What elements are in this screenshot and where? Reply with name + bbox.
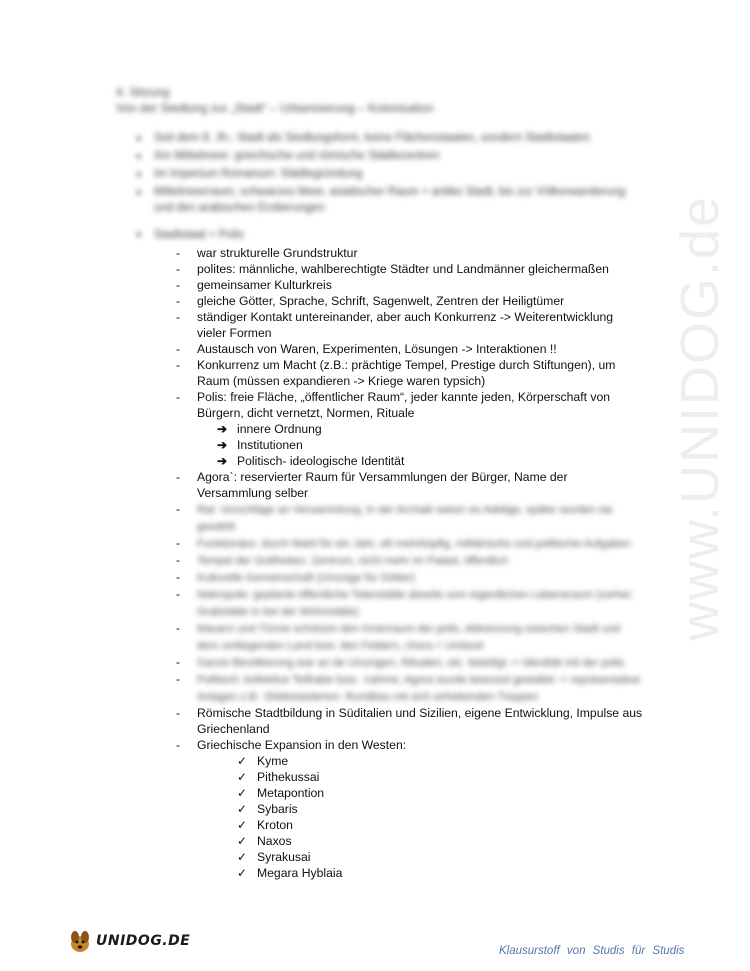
list-item <box>173 654 643 671</box>
checkmark-icon: ✓ <box>237 866 248 880</box>
topic-title: Von der Siedlung zur „Stadt“ – Urbanisierung – Kolonisation <box>116 101 434 115</box>
document-heading <box>116 84 434 116</box>
list-item <box>237 785 643 801</box>
blurred-text: Mauern und Türme schützen den Innenraum der polis, Abtrennung zwischen Stadt und dem umliegenden Land bzw. den Feldern, chora = Umland <box>197 623 620 652</box>
list-item <box>237 801 643 817</box>
agora-text: Agora`: reservierter Raum für Versammlungen der Bürger, Name der Versammlung selber <box>197 470 568 500</box>
list-item <box>173 552 643 569</box>
checkmark-icon: ✓ <box>237 770 248 784</box>
colony-name: Kyme <box>257 754 289 768</box>
list-item <box>173 737 643 881</box>
list-item <box>237 865 643 881</box>
blurred-text: Funktionäre: durch Wahl für ein Jahr, oft mehrköpfig, militärische und politische Aufgaben <box>197 538 631 550</box>
list-item <box>217 437 643 453</box>
intro-bullets <box>136 130 636 218</box>
list-item <box>173 469 643 501</box>
blurred-text: Kulturelle Gemeinschaft (Umzüge für Götter) <box>197 572 415 584</box>
list-item <box>237 849 643 865</box>
checkmark-icon: ✓ <box>237 786 248 800</box>
blurred-text: Nekropole: geplante öffentliche Totenstätte abseits vom eigentlichen Lebensraum (vorher: Grabstätte in bei der Wohnstätte) <box>197 589 634 618</box>
colony-name: Pithekussai <box>257 770 320 784</box>
logo-text: UNIDOG.DE <box>96 933 191 949</box>
polis-sublist <box>197 421 643 469</box>
colony-name: Syrakusai <box>257 850 311 864</box>
watermark: www.UNIDOG.de <box>670 194 730 641</box>
blurred-text: Ganze Bevölkerung war an de Umzügen, Ritualen, etc. beteiligt -> Identität mit der polis <box>197 657 625 669</box>
polis-details-list <box>173 245 643 881</box>
list-item: ● Am Mittelmeer: griechische und römische Städtezentren <box>136 148 636 164</box>
checkmark-icon: ✓ <box>237 834 248 848</box>
list-item: - Austausch von Waren, Experimenten, Lösungen -> Interaktionen !! <box>173 341 643 357</box>
footer-tagline: Klausurstoff von Studis für Studis <box>499 945 685 957</box>
list-item: - war strukturelle Grundstruktur <box>173 245 643 261</box>
blurred-text: Politisch: kollektive Teilhabe bzw. -nahme, Agora wurde bewusst gestaltet -> repräsentative Anlagen z.B.: Ekklesiasterion: Rundbau mit sich anhebenden Treppen <box>197 674 641 703</box>
list-item <box>237 769 643 785</box>
dog-icon <box>68 928 92 954</box>
list-item: - ständiger Kontakt untereinander, aber auch Konkurrenz -> Weiterentwicklung vieler Formen <box>173 309 643 341</box>
polis-definition: Polis: freie Fläche, „öffentlicher Raum“, jeder kannte jeden, Körperschaft von Bürgern, dicht vernetzt, Normen, Rituale <box>197 390 611 420</box>
list-item: - polites: männliche, wahlberechtigte Städter und Landmänner gleichermaßen <box>173 261 643 277</box>
unidog-logo[interactable] <box>68 928 190 954</box>
list-item: - Römische Stadtbildung in Süditalien und Sizilien, eigene Entwicklung, Impulse aus Griechenland <box>173 705 643 737</box>
list-item: ● Seit dem 8. Jh.: Stadt als Siedlungsform, keine Flächenstaaten, sondern Stadtstaaten <box>136 130 636 146</box>
list-item <box>217 421 643 437</box>
arrow-right-icon: ➔ <box>217 454 228 468</box>
checkmark-icon: ✓ <box>237 850 248 864</box>
list-item <box>173 535 643 552</box>
list-item <box>237 753 643 769</box>
checkmark-icon: ✓ <box>237 818 248 832</box>
list-item <box>173 389 643 469</box>
sub-item-label: Politisch- ideologische Identität <box>237 454 405 468</box>
session-title: 4. Sitzung <box>116 85 170 99</box>
blurred-text: Tempel der Gottheiten: Zentrum, nicht mehr im Palast, öffentlich <box>197 555 508 567</box>
list-item: - gleiche Götter, Sprache, Schrift, Sagenwelt, Zentren der Heiligtümer <box>173 293 643 309</box>
sub-item-label: innere Ordnung <box>237 422 322 436</box>
list-item: ● Im Imperium Romanum: Städtegründung <box>136 166 636 182</box>
polis-bullet: ● Stadtstaat = Polis <box>136 229 244 241</box>
colony-name: Megara Hyblaia <box>257 866 343 880</box>
checkmark-icon: ✓ <box>237 802 248 816</box>
list-item <box>173 501 643 535</box>
list-item: - Konkurrenz um Macht (z.B.: prächtige Tempel, Prestige durch Stiftungen), um Raum (müssen expandieren -> Kriege waren typsich) <box>173 357 643 389</box>
colony-name: Kroton <box>257 818 293 832</box>
list-item: - gemeinsamer Kulturkreis <box>173 277 643 293</box>
checkmark-icon: ✓ <box>237 754 248 768</box>
blurred-text: Rat: Vorschläge an Versammlung, in der Archaik waren es Adelige, später wurden sie gewählt <box>197 504 613 533</box>
sub-item-label: Institutionen <box>237 438 303 452</box>
arrow-right-icon: ➔ <box>217 438 228 452</box>
list-item <box>237 833 643 849</box>
arrow-right-icon: ➔ <box>217 422 228 436</box>
colony-name: Naxos <box>257 834 292 848</box>
list-item: ● Mittelmeerraum, schwarzes Meer, asiatischer Raum + antike Stadt, bis zur Völkerwanderung und den arabischen Eroberungen <box>136 184 636 216</box>
list-item <box>237 817 643 833</box>
colony-list <box>197 753 643 881</box>
colony-name: Sybaris <box>257 802 298 816</box>
list-item <box>173 586 643 620</box>
list-item <box>173 620 643 654</box>
list-item <box>173 671 643 705</box>
list-item <box>217 453 643 469</box>
colony-name: Metapontion <box>257 786 325 800</box>
list-item <box>173 569 643 586</box>
expansion-heading: Griechische Expansion in den Westen: <box>197 738 407 752</box>
